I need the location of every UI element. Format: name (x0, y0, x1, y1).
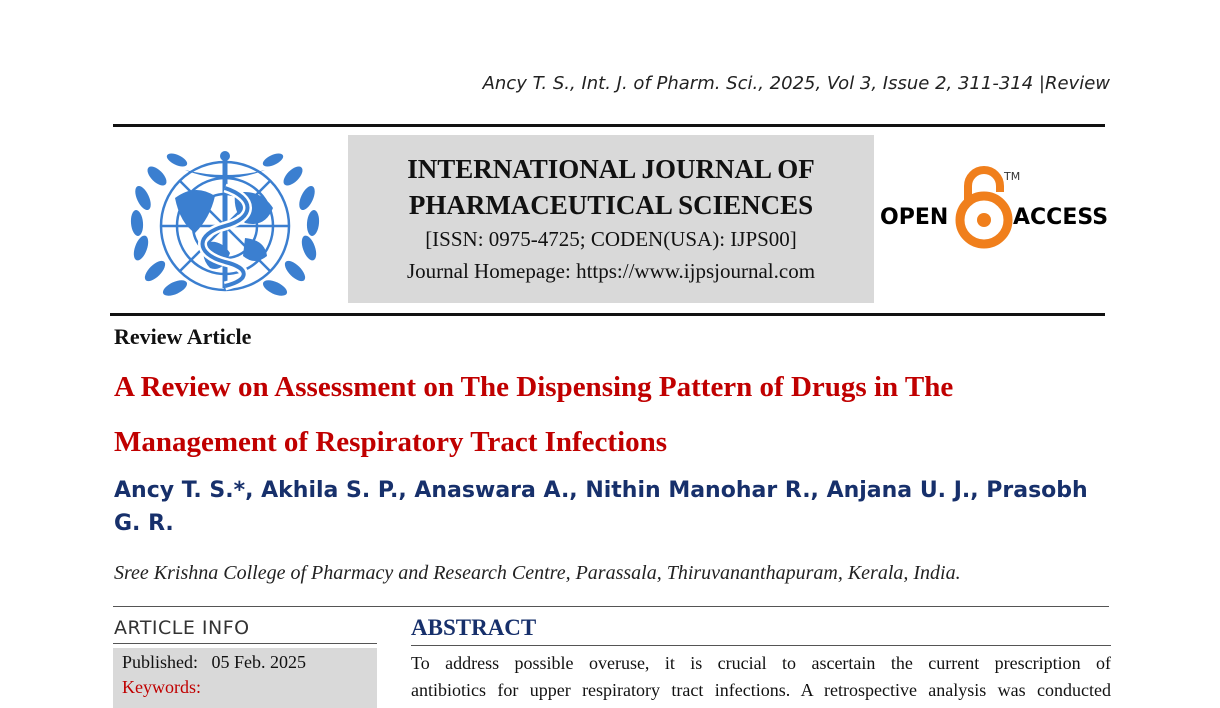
published-label: Published: (122, 652, 199, 672)
journal-name-line2: PHARMACEUTICAL SCIENCES (408, 190, 814, 220)
keywords-label: Keywords: (122, 677, 201, 697)
author-affiliation: Sree Krishna College of Pharmacy and Research Centre, Parassala, Thiruvananthapuram, Kerala, India. (114, 562, 961, 584)
abstract-heading: ABSTRACT (411, 615, 537, 640)
affiliation-divider (113, 606, 1109, 607)
open-access-left-text: OPEN (880, 205, 949, 230)
abstract-rule (411, 645, 1111, 646)
article-title-line2: Management of Respiratory Tract Infections (114, 426, 668, 458)
trademark-mark: TM (1004, 170, 1021, 183)
article-title (114, 360, 1104, 470)
header-top-rule (113, 124, 1105, 127)
journal-issn: [ISSN: 0975-4725; CODEN(USA): IJPS00] (425, 227, 797, 251)
published-row (122, 650, 377, 675)
published-date: 05 Feb. 2025 (211, 652, 307, 672)
journal-homepage: Journal Homepage: https://www.ijpsjournal.com (406, 259, 816, 283)
article-title-line1: A Review on Assessment on The Dispensing Pattern of Drugs in The (114, 371, 954, 403)
header-bottom-rule (110, 313, 1105, 316)
abstract-line2: antibiotics for upper respiratory tract infections. A retrospective analysis was conducted (411, 680, 1111, 700)
article-info-box (113, 648, 377, 708)
open-access-logo (880, 162, 1108, 254)
journal-emblem-logo (125, 138, 325, 306)
journal-name-line1: INTERNATIONAL JOURNAL OF (407, 154, 815, 184)
journal-masthead (348, 135, 874, 303)
running-header-citation: Ancy T. S., Int. J. of Pharm. Sci., 2025, Vol 3, Issue 2, 311-314 |Review (482, 73, 1110, 94)
article-info-heading: ARTICLE INFO (114, 617, 250, 639)
author-list: Ancy T. S.*, Akhila S. P., Anaswara A., Nithin Manohar R., Anjana U. J., Prasobh G. R. (114, 478, 1088, 536)
article-type: Review Article (114, 324, 252, 349)
article-info-rule (113, 643, 377, 644)
abstract-text (411, 650, 1111, 704)
open-access-right-text: ACCESS (1013, 205, 1108, 230)
open-padlock-icon (960, 170, 1008, 244)
abstract-line1: To address possible overuse, it is crucial to ascertain the current prescription of (411, 653, 1111, 673)
